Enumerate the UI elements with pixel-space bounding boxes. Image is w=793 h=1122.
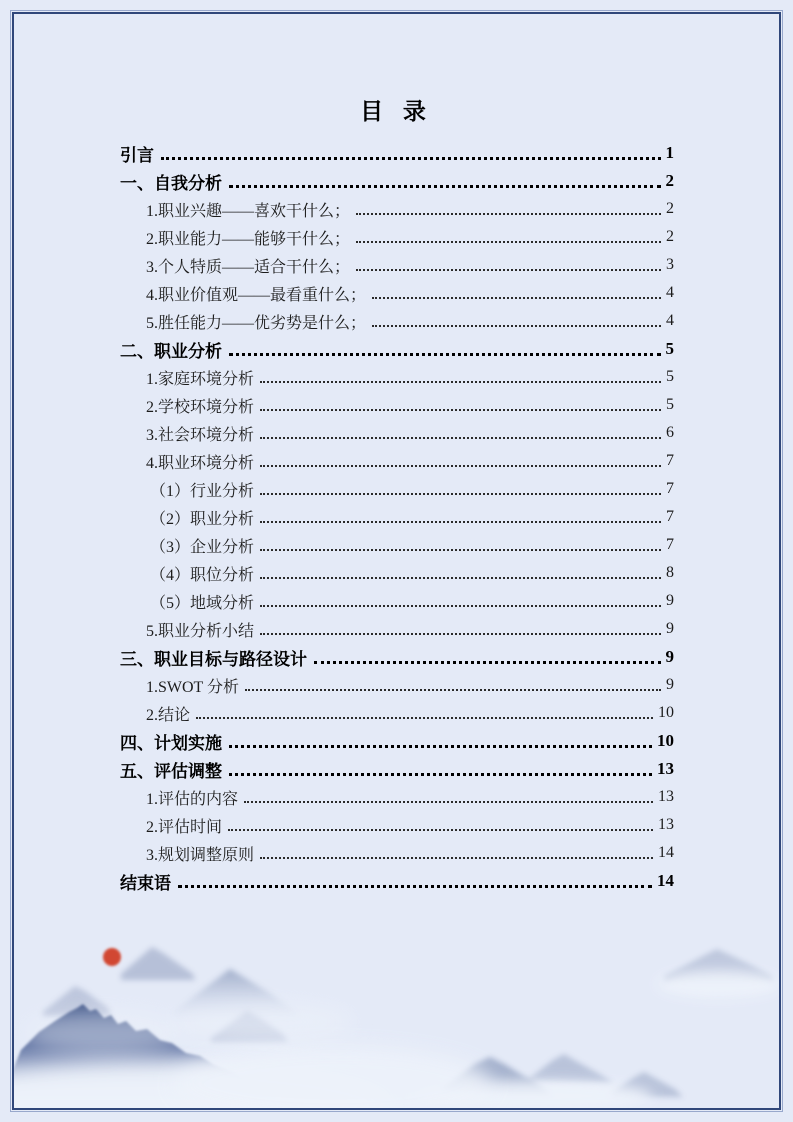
toc-entry-label: （3）企业分析: [150, 538, 255, 556]
toc-entry-page: 9: [666, 620, 674, 637]
toc-entry-page: 13: [657, 759, 674, 778]
toc-list: [120, 139, 674, 895]
toc-entry-label: 5.胜任能力——优劣势是什么；: [146, 314, 367, 332]
toc-entry[interactable]: [120, 699, 674, 727]
toc-dot-leader: [260, 493, 661, 495]
toc-entry-page: 5: [666, 396, 674, 413]
toc-entry-label: 四、计划实施: [120, 733, 222, 753]
toc-entry[interactable]: [120, 391, 674, 419]
toc-entry[interactable]: [120, 447, 674, 475]
toc-entry-label: 4.职业环境分析: [146, 454, 255, 472]
toc-dot-leader: [356, 241, 661, 243]
toc-entry[interactable]: [120, 755, 674, 783]
toc-entry[interactable]: [120, 503, 674, 531]
toc-dot-leader: [178, 885, 652, 888]
toc-dot-leader: [260, 577, 661, 579]
toc-dot-leader: [260, 633, 661, 635]
toc-entry-label: 五、评估调整: [120, 761, 222, 781]
toc-dot-leader: [229, 773, 652, 776]
toc-entry-label: 2.结论: [146, 706, 191, 724]
toc-entry-label: 引言: [120, 145, 154, 165]
toc-entry-page: 7: [666, 480, 674, 497]
toc-dot-leader: [372, 297, 661, 299]
toc-entry-page: 3: [666, 256, 674, 273]
toc-entry-label: 4.职业价值观——最看重什么；: [146, 286, 367, 304]
toc-dot-leader: [260, 521, 661, 523]
toc-entry-page: 5: [665, 339, 674, 358]
toc-entry-page: 13: [658, 788, 674, 805]
toc-dot-leader: [260, 409, 661, 411]
toc-entry[interactable]: [120, 139, 674, 167]
toc-entry-label: 2.职业能力——能够干什么；: [146, 230, 351, 248]
toc-entry-page: 9: [666, 676, 674, 693]
toc-entry-label: （2）职业分析: [150, 510, 255, 528]
toc-entry-page: 4: [666, 312, 674, 329]
toc-entry[interactable]: [120, 643, 674, 671]
toc-entry-page: 9: [665, 647, 674, 666]
toc-dot-leader: [229, 353, 661, 356]
toc-entry-label: （1）行业分析: [150, 482, 255, 500]
toc-entry[interactable]: [120, 419, 674, 447]
toc-entry[interactable]: [120, 727, 674, 755]
toc-entry-label: 1.SWOT 分析: [146, 678, 240, 696]
page-title: 目 录: [360, 99, 433, 124]
ink-mountain-landscape-art: [13, 912, 780, 1109]
toc-entry-label: 结束语: [120, 873, 171, 893]
toc-entry-page: 4: [666, 284, 674, 301]
toc-dot-leader: [244, 801, 653, 803]
toc-entry-page: 14: [657, 871, 674, 890]
toc-entry-page: 10: [657, 731, 674, 750]
faint-mountain: [121, 947, 195, 980]
sun-icon: [103, 948, 121, 966]
faint-mountain: [525, 1054, 613, 1083]
toc-dot-leader: [260, 857, 653, 859]
toc-dot-leader: [229, 745, 652, 748]
toc-entry-page: 2: [665, 171, 674, 190]
toc-dot-leader: [196, 717, 653, 719]
toc-entry[interactable]: [120, 811, 674, 839]
toc-dot-leader: [356, 213, 661, 215]
toc-entry[interactable]: [120, 559, 674, 587]
toc-entry[interactable]: [120, 671, 674, 699]
toc-dot-leader: [372, 325, 661, 327]
toc-dot-leader: [260, 605, 661, 607]
toc-entry-label: 2.评估时间: [146, 818, 223, 836]
toc-entry-page: 9: [666, 592, 674, 609]
toc-entry[interactable]: [120, 587, 674, 615]
toc-dot-leader: [245, 689, 661, 691]
toc-entry[interactable]: [120, 615, 674, 643]
toc-entry[interactable]: [120, 251, 674, 279]
toc-entry-label: 3.个人特质——适合干什么；: [146, 258, 351, 276]
toc-entry-label: 3.规划调整原则: [146, 846, 255, 864]
toc-entry-page: 10: [658, 704, 674, 721]
toc-entry-page: 13: [658, 816, 674, 833]
toc-entry[interactable]: [120, 195, 674, 223]
toc-entry[interactable]: [120, 167, 674, 195]
toc-entry[interactable]: [120, 783, 674, 811]
toc-entry[interactable]: [120, 335, 674, 363]
toc-entry[interactable]: [120, 307, 674, 335]
toc-entry[interactable]: [120, 839, 674, 867]
toc-entry[interactable]: [120, 531, 674, 559]
toc-entry[interactable]: [120, 223, 674, 251]
toc-dot-leader: [260, 465, 661, 467]
toc-dot-leader: [260, 437, 661, 439]
toc-entry-page: 2: [666, 228, 674, 245]
toc-dot-leader: [229, 185, 661, 188]
toc-entry-page: 5: [666, 368, 674, 385]
toc-entry[interactable]: [120, 475, 674, 503]
toc-entry[interactable]: [120, 867, 674, 895]
toc-dot-leader: [161, 157, 661, 160]
toc-dot-leader: [260, 549, 661, 551]
toc-dot-leader: [314, 661, 661, 664]
toc-entry-page: 7: [666, 452, 674, 469]
toc-entry-label: （5）地域分析: [150, 594, 255, 612]
toc-entry-label: 1.评估的内容: [146, 790, 239, 808]
toc-entry-page: 7: [666, 508, 674, 525]
toc-entry-page: 14: [658, 844, 674, 861]
toc-entry[interactable]: [120, 363, 674, 391]
toc-dot-leader: [228, 829, 653, 831]
toc-entry-label: 5.职业分析小结: [146, 622, 255, 640]
toc-entry-label: 1.家庭环境分析: [146, 370, 255, 388]
toc-entry-page: 7: [666, 536, 674, 553]
toc-entry-label: 2.学校环境分析: [146, 398, 255, 416]
toc-dot-leader: [356, 269, 661, 271]
toc-entry[interactable]: [120, 279, 674, 307]
toc-entry-label: （4）职位分析: [150, 566, 255, 584]
toc-dot-leader: [260, 381, 661, 383]
toc-entry-page: 2: [666, 200, 674, 217]
toc-entry-page: 8: [666, 564, 674, 581]
toc-entry-page: 1: [665, 143, 674, 162]
toc-entry-label: 一、自我分析: [120, 173, 222, 193]
mountain-scene-svg: [13, 912, 780, 1109]
toc-entry-label: 1.职业兴趣——喜欢干什么；: [146, 202, 351, 220]
toc-entry-label: 3.社会环境分析: [146, 426, 255, 444]
toc-entry-label: 三、职业目标与路径设计: [120, 649, 307, 669]
toc-entry-page: 6: [666, 424, 674, 441]
toc-entry-label: 二、职业分析: [120, 341, 222, 361]
